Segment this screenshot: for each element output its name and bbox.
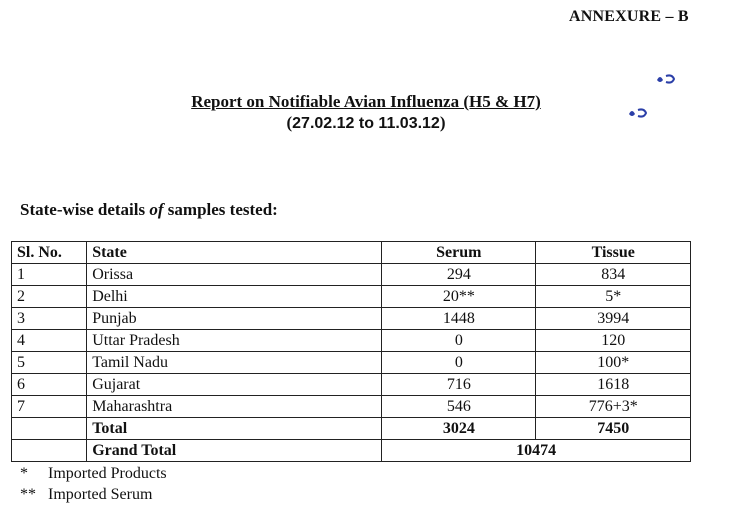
- total-tissue: 7450: [536, 418, 691, 440]
- total-row: [12, 418, 691, 440]
- cell-serum: 1448: [382, 308, 536, 330]
- ink-mark: [655, 72, 681, 86]
- report-title-text: Report on Notifiable Avian Influenza (H5 & H7): [191, 92, 541, 111]
- table-row: [12, 330, 691, 352]
- table-row: [12, 374, 691, 396]
- grand-total-value: 10474: [382, 440, 691, 462]
- footnote: [20, 465, 167, 483]
- footnote-symbol: **: [20, 486, 36, 503]
- samples-table: [11, 241, 691, 462]
- cell-state: Punjab: [87, 308, 382, 330]
- cell-tissue: 120: [536, 330, 691, 352]
- cell-state: Delhi: [87, 286, 382, 308]
- cell-serum: 716: [382, 374, 536, 396]
- cell-sl-no: 6: [12, 374, 87, 396]
- table-row: [12, 308, 691, 330]
- report-title: [0, 92, 732, 112]
- cell-tissue: 776+3*: [536, 396, 691, 418]
- footnote-text: Imported Products: [48, 465, 167, 482]
- cell-sl-no: 3: [12, 308, 87, 330]
- heading-part-3: samples tested:: [163, 200, 278, 219]
- cell-tissue: 100*: [536, 352, 691, 374]
- cell-sl-no: 1: [12, 264, 87, 286]
- header-state: State: [87, 242, 382, 264]
- table-row: [12, 264, 691, 286]
- table-row: [12, 286, 691, 308]
- header-tissue: Tissue: [536, 242, 691, 264]
- heading-part-1: State-wise details: [20, 200, 150, 219]
- cell-tissue: 3994: [536, 308, 691, 330]
- cell-state: Tamil Nadu: [87, 352, 382, 374]
- table-header-row: [12, 242, 691, 264]
- cell-tissue: 1618: [536, 374, 691, 396]
- total-label: Total: [87, 418, 382, 440]
- cell-sl-no-empty: [12, 440, 87, 462]
- cell-state: Gujarat: [87, 374, 382, 396]
- footnote-text: Imported Serum: [48, 486, 153, 503]
- header-serum: Serum: [382, 242, 536, 264]
- cell-serum: 546: [382, 396, 536, 418]
- table-row: [12, 352, 691, 374]
- cell-tissue: 834: [536, 264, 691, 286]
- footnote: [20, 486, 152, 504]
- cell-sl-no: 4: [12, 330, 87, 352]
- cell-serum: 0: [382, 352, 536, 374]
- cell-serum: 0: [382, 330, 536, 352]
- header-sl-no: Sl. No.: [12, 242, 87, 264]
- cell-sl-no: 7: [12, 396, 87, 418]
- cell-serum: 294: [382, 264, 536, 286]
- cell-tissue: 5*: [536, 286, 691, 308]
- table-row: [12, 396, 691, 418]
- period-open: (: [286, 113, 293, 132]
- heading-part-2: of: [149, 200, 164, 219]
- grand-total-row: [12, 440, 691, 462]
- cell-state: Uttar Pradesh: [87, 330, 382, 352]
- cell-state: Maharashtra: [87, 396, 382, 418]
- period-close: ): [439, 113, 446, 132]
- grand-total-label: Grand Total: [87, 440, 382, 462]
- cell-sl-no: 2: [12, 286, 87, 308]
- annexure-label: ANNEXURE – B: [569, 8, 689, 25]
- cell-sl-no: 5: [12, 352, 87, 374]
- section-heading: [20, 200, 278, 220]
- report-period: [0, 113, 732, 133]
- cell-sl-no-empty: [12, 418, 87, 440]
- period-dates: 27.02.12 to 11.03.12: [292, 115, 440, 132]
- cell-serum: 20**: [382, 286, 536, 308]
- total-serum: 3024: [382, 418, 536, 440]
- footnote-symbol: *: [20, 465, 28, 482]
- cell-state: Orissa: [87, 264, 382, 286]
